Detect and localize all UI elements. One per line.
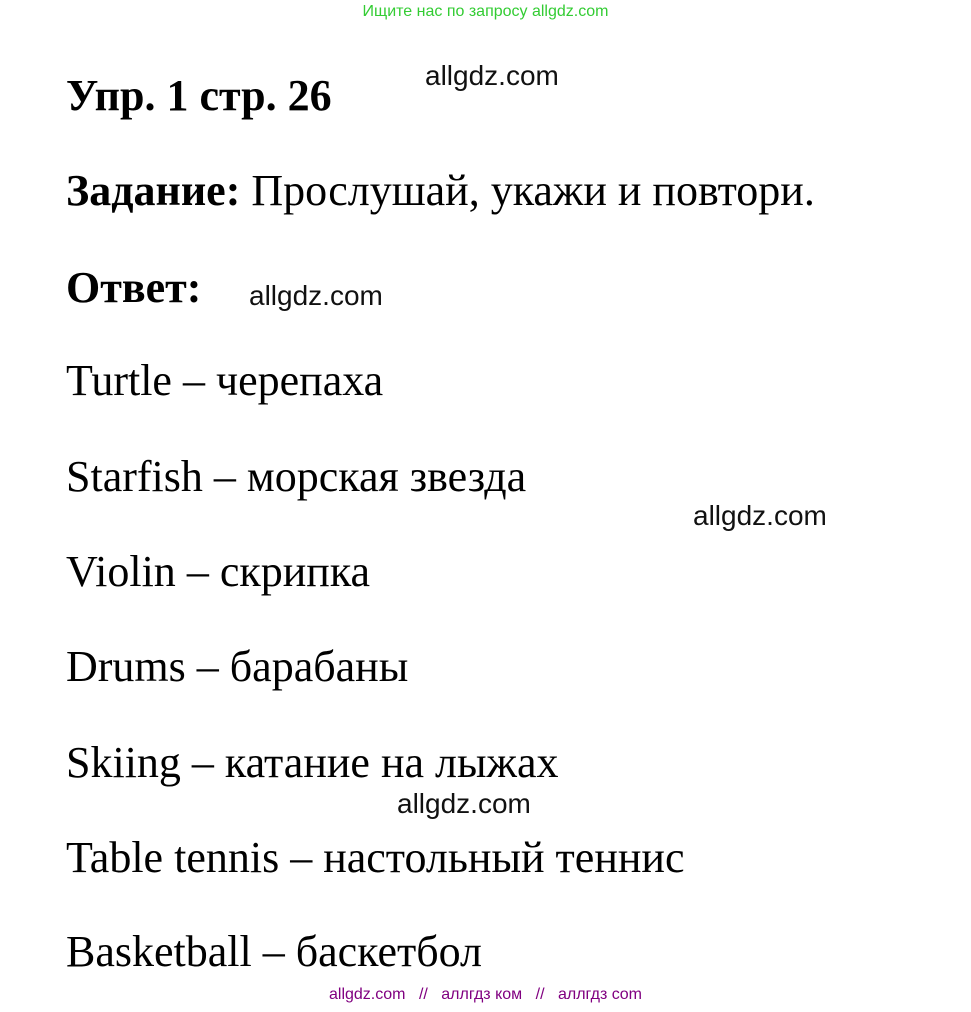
vocab-row [66, 546, 370, 597]
vocab-russian: баскетбол [295, 927, 482, 976]
vocab-dash: – [196, 642, 219, 691]
vocab-row [66, 451, 526, 502]
vocab-english: Drums [66, 642, 186, 691]
footer-link[interactable]: allgdz.com [329, 986, 406, 1003]
vocab-dash: – [213, 452, 236, 501]
footer-links [0, 986, 971, 1004]
answer-label: Ответ: [66, 263, 202, 312]
vocab-row [66, 926, 482, 977]
vocab-row [66, 832, 684, 883]
vocab-english: Turtle [66, 356, 172, 405]
task-label: Задание: [66, 166, 241, 215]
vocab-english: Basketball [66, 927, 252, 976]
task-line [66, 165, 815, 216]
task-text: Прослушай, укажи и повтори. [251, 166, 815, 215]
vocab-english: Skiing [66, 738, 181, 787]
watermark: allgdz.com [397, 788, 531, 819]
vocab-dash: – [290, 833, 313, 882]
vocab-row [66, 737, 558, 788]
watermark: allgdz.com [249, 280, 383, 311]
vocab-row [66, 355, 383, 406]
vocab-dash: – [262, 927, 285, 976]
vocab-russian: катание на лыжах [224, 738, 559, 787]
footer-separator: // [418, 986, 428, 1003]
vocab-english: Table tennis [66, 833, 280, 882]
vocab-russian: скрипка [219, 547, 371, 596]
footer-link[interactable]: аллгдз ком [441, 986, 523, 1003]
vocab-english: Starfish [66, 452, 203, 501]
footer-separator: // [535, 986, 545, 1003]
vocab-dash: – [186, 547, 209, 596]
watermark: allgdz.com [425, 60, 559, 91]
vocab-russian: настольный теннис [323, 833, 685, 882]
exercise-title: Упр. 1 стр. 26 [66, 71, 332, 120]
vocab-dash: – [191, 738, 214, 787]
vocab-russian: барабаны [229, 642, 409, 691]
vocab-row [66, 641, 408, 692]
top-banner: Ищите нас по запросу allgdz.com [362, 3, 609, 20]
vocab-russian: черепаха [215, 356, 384, 405]
vocab-english: Violin [66, 547, 176, 596]
footer-link[interactable]: аллгдз com [557, 986, 642, 1003]
watermark: allgdz.com [693, 500, 827, 531]
vocab-dash: – [182, 356, 205, 405]
vocab-russian: морская звезда [246, 452, 527, 501]
